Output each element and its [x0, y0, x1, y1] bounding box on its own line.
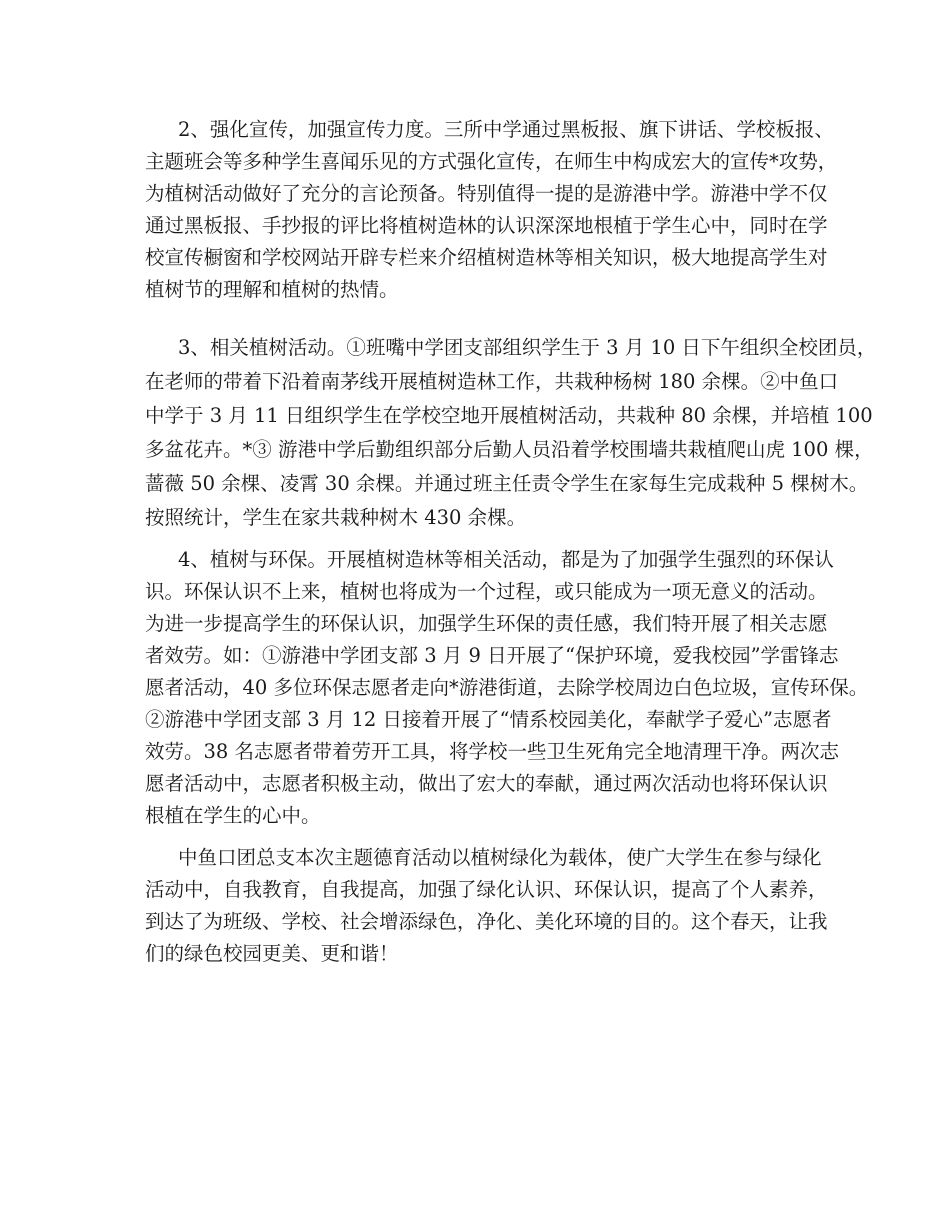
- paragraph-2-line-4: 通过黑板报、手抄报的评比将植树造林的认识深深地根植于学生心中，同时在学: [145, 214, 828, 237]
- paragraph-5-line-1: 中鱼口团总支本次主题德育活动以植树绿化为载体，使广大学生在参与绿化: [178, 846, 822, 869]
- paragraph-2-line-2: 主题班会等多种学生喜闻乐见的方式强化宣传，在师生中构成宏大的宣传*攻势，: [145, 150, 838, 173]
- paragraph-4-line-1: 4、植树与环保。开展植树造林等相关活动，都是为了加强学生强烈的环保认: [178, 548, 834, 571]
- paragraph-4-line-2: 识。环保认识不上来，植树也将成为一个过程，或只能成为一项无意义的活动。: [145, 580, 828, 603]
- paragraph-4-line-4: 者效劳。如：①游港中学团支部 3 月 9 日开展了“保护环境，爱我校园”学雷锋志: [145, 644, 839, 667]
- paragraph-4-line-9: 根植在学生的心中。: [145, 804, 321, 827]
- paragraph-5-line-3: 到达了为班级、学校、社会增添绿色，净化、美化环境的目的。这个春天，让我: [145, 910, 828, 933]
- paragraph-3-line-5: 蔷薇 50 余棵、凌霄 30 余棵。并通过班主任责令学生在家每生完成栽种 5 棵树木。: [145, 472, 869, 495]
- paragraph-4-line-5: 愿者活动，40 多位环保志愿者走向*游港街道，去除学校周边白色垃圾，宣传环保。: [145, 676, 869, 699]
- paragraph-4-line-7: 效劳。38 名志愿者带着劳开工具，将学校一些卫生死角完全地清理干净。两次志: [145, 740, 840, 763]
- paragraph-3-line-4: 多盆花卉。*③ 游港中学后勤组织部分后勤人员沿着学校围墙共栽植爬山虎 100 棵，: [145, 438, 874, 461]
- paragraph-2-line-3: 为植树活动做好了充分的言论预备。特别值得一提的是游港中学。游港中学不仅: [145, 182, 828, 205]
- paragraph-4-line-3: 为进一步提高学生的环保认识，加强学生环保的责任感，我们特开展了相关志愿: [145, 612, 828, 635]
- paragraph-2-line-1: 2、强化宣传，加强宣传力度。三所中学通过黑板报、旗下讲话、学校板报、: [178, 118, 834, 141]
- paragraph-3-line-2: 在老师的带着下沿着南茅线开展植树造林工作，共栽种杨树 180 余棵。②中鱼口: [145, 370, 839, 393]
- paragraph-5-line-4: 们的绿色校园更美、更和谐！: [145, 942, 399, 965]
- paragraph-2-line-5: 校宣传橱窗和学校网站开辟专栏来介绍植树造林等相关知识，极大地提高学生对: [145, 246, 828, 269]
- paragraph-2-line-6: 植树节的理解和植树的热情。: [145, 278, 399, 301]
- paragraph-4-line-6: ②游港中学团支部 3 月 12 日接着开展了“情系校园美化，奉献学子爱心”志愿者: [145, 708, 832, 731]
- paragraph-4-line-8: 愿者活动中，志愿者积极主动，做出了宏大的奉献，通过两次活动也将环保认识: [145, 772, 828, 795]
- paragraph-3-line-1: 3、相关植树活动。①班嘴中学团支部组织学生于 3 月 10 日下午组织全校团员，: [178, 336, 877, 359]
- paragraph-5-line-2: 活动中，自我教育，自我提高，加强了绿化认识、环保认识，提高了个人素养，: [145, 878, 828, 901]
- paragraph-3-line-3: 中学于 3 月 11 日组织学生在学校空地开展植树活动，共栽种 80 余棵，并培植 100: [145, 404, 873, 427]
- paragraph-3-line-6: 按照统计，学生在家共栽种树木 430 余棵。: [145, 506, 527, 529]
